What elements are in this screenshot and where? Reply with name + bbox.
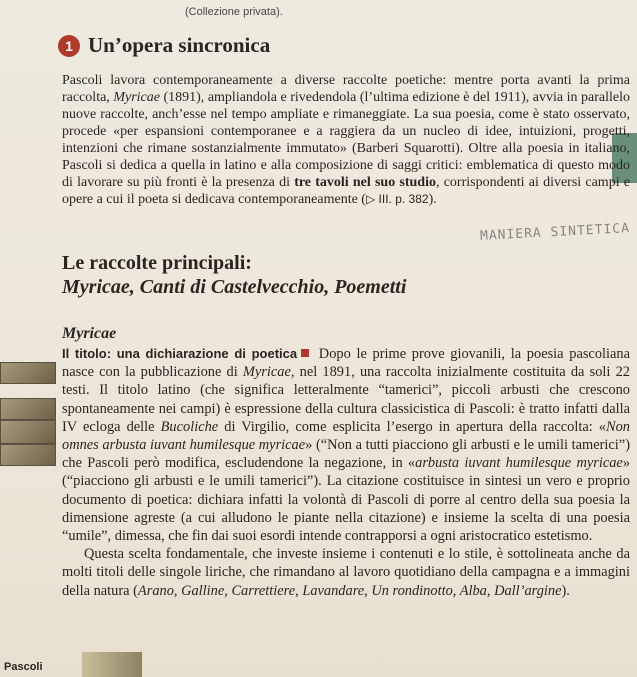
raccolte-heading: Le raccolte principali: xyxy=(62,252,252,274)
footer-label: Pascoli xyxy=(4,661,43,673)
bold-phrase: tre tavoli nel suo studio xyxy=(294,175,436,190)
lead-heading: Il titolo: una dichiarazione di poetica xyxy=(62,346,298,361)
body-paragraph: Questa scelta fondamentale, che investe insieme i contenuti e lo stile, è sottolineata anche da molti titoli delle singole liriche, che rimandano al lavoro quotidiano della campagna e a immagini della natura (Arano, Galline, Carrettiere, Lavandare, Un rondinotto, Alba, Dall’argine). xyxy=(62,546,630,599)
section-number-badge: 1 xyxy=(58,35,80,57)
book-cover-thumbnail xyxy=(0,362,56,384)
bottom-image-fragment xyxy=(82,652,142,677)
cross-reference-link[interactable]: ▷ III. p. 382 xyxy=(365,192,429,206)
handwritten-margin-note: MANIERA SINTETICA xyxy=(479,221,631,244)
section-header xyxy=(58,33,270,58)
body-paragraph: Il titolo: una dichiarazione di poetica Dopo le prime prove giovanili, la poesia pascoliana nasce con la pubblicazione di Myricae, nel 1891, una raccolta inizialmente costituita da soli 22 testi. Il titolo latino (che significa letteralmente “tamerici”, piccoli arbusti che crescono spontaneamente nei campi) è espressione della cultura classicistica di Pascoli: è tratto infatti dalla IV ecloga delle Bucoliche di Virgilio, come esplicita l’esergo in apertura della raccolta: «Non omnes arbusta iuvant humilesque myricae» (“Non a tutti piacciono gli arbusti e le umili tamerici”) che Pascoli però modifica, escludendone la negazione, in «arbusta iuvant humilesque myricae» (“piacciono gli arbusti e le umili tamerici”). La citazione costituisce in sintesi un vero e proprio documento di poetica: dichiara infatti la volontà di Pascoli di porre al centro della sua poesia la dimensione agreste (a cui alludono le piante nella citazione) e insieme la scelta di una poesia “umile”, dimessa, che fin dai suoi esordi intende contrapporsi a ogni aristocratico estetismo. xyxy=(62,346,631,545)
work-title: Myricae xyxy=(113,90,160,105)
section-title: Un’opera sincronica xyxy=(88,33,271,57)
intro-paragraph: Pascoli lavora contemporaneamente a diverse raccolte poetiche: mentre porta avanti la prima raccolta, Myricae (1891), ampliandola e rivedendola (l’ultima edizione è del 1911), avvia in parallelo nuove raccolte, anch’esse nel tempo ampliate e rimaneggiate. La sua poesia, come è stato osservato, procede «per espansioni contemporanee e a raggiera da un nucleo di idee, intuizioni, progetti, intenzioni che rimane sostanzialmente immutato» (Barberi Squarotti). Oltre alla poesia in italiano, Pascoli si dedica a quella in latino e alla composizione di saggi critici: emblematica di questo modo di lavorare su più fronti è la presenza di tre tavoli nel suo studio, corrispondenti ai diversi campi e opere a cui il poeta si dedicava contemporaneamente (▷ III. p. 382). xyxy=(62,73,630,207)
book-cover-thumbnail xyxy=(0,444,56,466)
myricae-subheading: Myricae xyxy=(62,325,117,342)
raccolte-subtitle: Myricae, Canti di Castelvecchio, Poemetti xyxy=(62,276,407,298)
book-cover-thumbnail xyxy=(0,420,56,444)
myricae-body xyxy=(62,345,630,600)
square-bullet-icon xyxy=(301,349,309,357)
image-caption: (Collezione privata). xyxy=(185,6,283,18)
book-cover-thumbnail xyxy=(0,398,56,420)
